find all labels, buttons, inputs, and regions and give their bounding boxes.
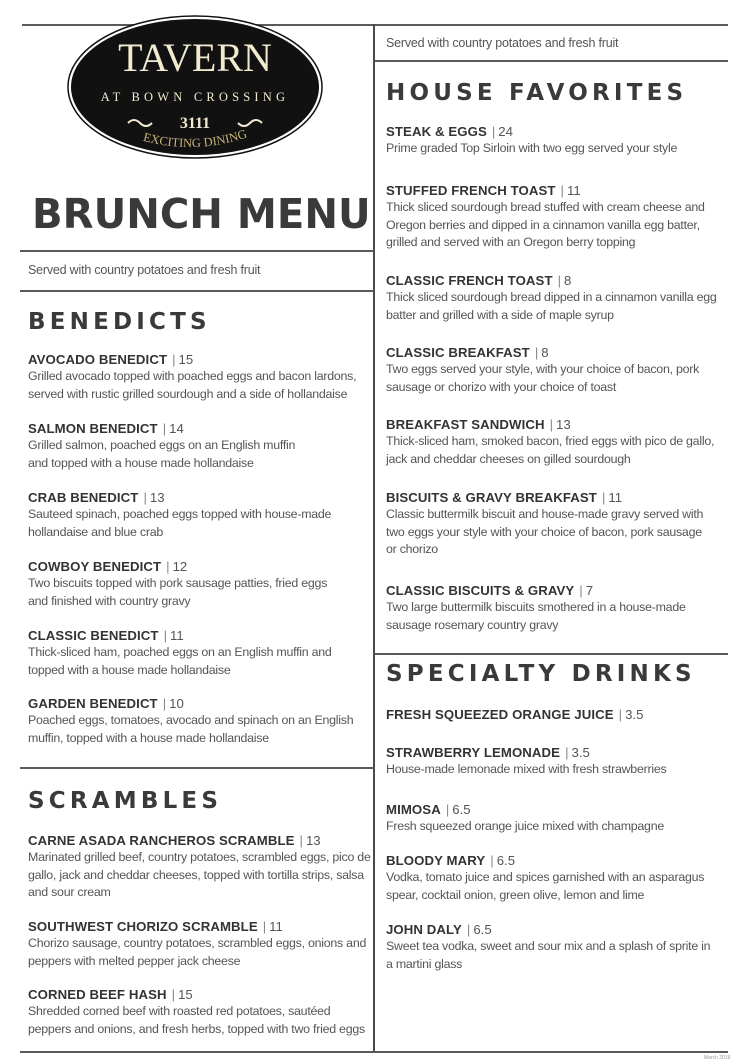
- menu-item-price: 13: [556, 417, 571, 432]
- menu-item: [28, 832, 373, 902]
- section-title-benedicts: BENEDICTS: [28, 309, 211, 335]
- menu-item-description-line: Sweet tea vodka, sweet and sour mix and a splash of sprite in: [386, 939, 711, 953]
- menu-item-name: BLOODY MARY: [386, 853, 486, 868]
- menu-item-price: 11: [269, 919, 283, 934]
- price-separator: |: [162, 421, 167, 436]
- right-favorites-end-rule: [375, 653, 728, 655]
- right-served-note: Served with country potatoes and fresh fruit: [386, 36, 619, 50]
- menu-item-description-line: sausage or chorizo with your choice of toast: [386, 379, 617, 394]
- menu-item-description-line: peppers with melted pepper jack cheese: [28, 953, 241, 968]
- menu-item-name: STRAWBERRY LEMONADE: [386, 745, 561, 760]
- menu-item: [386, 582, 731, 634]
- menu-item: [386, 852, 731, 904]
- price-separator: |: [172, 352, 176, 367]
- menu-item: [28, 986, 373, 1038]
- menu-item-description-line: hollandaise and blue crab: [28, 524, 163, 539]
- menu-item-header: [28, 489, 373, 506]
- left-served-rule: [20, 290, 374, 292]
- price-separator: |: [262, 919, 267, 934]
- menu-item-price: 11: [170, 628, 184, 643]
- menu-item-description-line: two eggs your style with your choice of bacon, pork sausage: [386, 524, 702, 539]
- menu-item-description-line: House-made lemonade mixed with fresh strawberries: [386, 762, 667, 776]
- menu-item-description-line: Thick-sliced ham, poached eggs on an English muffin and: [28, 645, 332, 659]
- price-separator: |: [557, 273, 562, 288]
- menu-item-header: [28, 832, 373, 849]
- price-separator: |: [163, 628, 167, 643]
- menu-item-description-line: spear, cocktail onion, green olive, lemon and lime: [386, 887, 645, 902]
- menu-item-description-line: Thick sliced sourdough bread dipped in a cinnamon vanilla egg: [386, 290, 717, 304]
- logo-name: TAVERN: [118, 35, 272, 80]
- section-title-scrambles: SCRAMBLES: [28, 788, 223, 814]
- menu-item-description-line: Marinated grilled beef, country potatoes, scrambled eggs, pico de: [28, 850, 371, 864]
- price-separator: |: [491, 124, 496, 139]
- menu-item-name: CLASSIC BENEDICT: [28, 628, 159, 643]
- menu-item-header: [386, 744, 731, 761]
- menu-item-description-line: Classic buttermilk biscuit and house-made gravy served with: [386, 507, 704, 521]
- menu-item: [386, 272, 731, 324]
- logo-number: 3111: [179, 115, 211, 132]
- section-title-specialty-drinks: SPECIALTY DRINKS: [386, 661, 696, 687]
- menu-item-description-line: Oregon berries and dipped in a cinnamon vanilla egg batter,: [386, 217, 700, 232]
- price-separator: |: [445, 802, 450, 817]
- column-divider: [373, 24, 375, 1053]
- menu-item: [386, 921, 731, 973]
- menu-item-price: 3.5: [625, 707, 644, 722]
- price-separator: |: [466, 922, 471, 937]
- menu-item-header: [28, 627, 373, 644]
- menu-item-description-line: Two large buttermilk biscuits smothered in a house-made: [386, 600, 686, 614]
- menu-item-header: [386, 123, 731, 140]
- menu-item-price: 6.5: [473, 922, 492, 937]
- menu-item-name: COWBOY BENEDICT: [28, 559, 162, 574]
- menu-item-price: 13: [305, 833, 321, 848]
- menu-item-header: [386, 852, 731, 869]
- menu-item-header: [28, 558, 373, 575]
- price-separator: |: [534, 345, 539, 360]
- menu-item-header: [386, 801, 731, 818]
- menu-item-description-line: batter and grilled with a side of maple syrup: [386, 307, 614, 322]
- menu-item-name: CARNE ASADA RANCHEROS SCRAMBLE: [28, 833, 295, 848]
- price-separator: |: [601, 490, 606, 505]
- menu-item-name: STEAK & EGGS: [386, 124, 487, 139]
- bottom-rule: [20, 1051, 728, 1053]
- price-separator: |: [565, 745, 569, 760]
- menu-item-price: 3.5: [571, 745, 590, 760]
- menu-item: [386, 344, 731, 396]
- menu-item: [386, 706, 731, 723]
- menu-item-header: [28, 986, 373, 1003]
- menu-item-header: [386, 416, 731, 433]
- menu-item: [386, 801, 731, 836]
- menu-item-description-line: Thick sliced sourdough bread stuffed with cream cheese and: [386, 200, 705, 214]
- menu-item-price: 13: [149, 490, 165, 505]
- menu-item-description-line: Two biscuits topped with pork sausage patties, fried eggs: [28, 576, 328, 590]
- menu-item-description-line: jack and cheddar cheeses on gilled sourdough: [386, 451, 631, 466]
- menu-item-price: 7: [585, 583, 594, 598]
- menu-item-description-line: Grilled salmon, poached eggs on an English muffin: [28, 438, 296, 452]
- menu-item-price: 24: [498, 124, 513, 139]
- menu-item-header: [28, 918, 373, 935]
- menu-item-description-line: Grilled avocado topped with poached eggs and bacon lardons,: [28, 369, 357, 383]
- menu-item: [386, 744, 731, 779]
- menu-item: [28, 351, 373, 403]
- left-served-note: Served with country potatoes and fresh fruit: [28, 263, 261, 277]
- menu-item: [386, 416, 731, 468]
- menu-item-header: [28, 351, 373, 368]
- menu-item: [28, 558, 373, 610]
- menu-item-price: 6.5: [452, 802, 471, 817]
- menu-item-price: 8: [564, 273, 572, 288]
- price-separator: |: [299, 833, 303, 848]
- menu-item-price: 6.5: [496, 853, 516, 868]
- left-title-rule: [20, 250, 374, 252]
- menu-item-description-line: a martini glass: [386, 956, 463, 971]
- menu-item-name: GARDEN BENEDICT: [28, 696, 158, 711]
- menu-item-price: 11: [566, 183, 581, 198]
- price-separator: |: [162, 696, 167, 711]
- price-separator: |: [579, 583, 583, 598]
- right-served-rule: [375, 60, 728, 62]
- menu-item-name: CORNED BEEF HASH: [28, 987, 167, 1002]
- menu-item-header: [386, 706, 731, 723]
- menu-item-description-line: Poached eggs, tomatoes, avocado and spinach on an English: [28, 713, 354, 727]
- menu-item: [28, 489, 373, 541]
- menu-item: [28, 918, 373, 970]
- menu-item-price: 15: [178, 987, 193, 1002]
- price-separator: |: [549, 417, 554, 432]
- menu-item-description-line: grilled and served with an Oregon berry topping: [386, 235, 636, 249]
- menu-item-description-line: or chorizo: [386, 542, 438, 556]
- menu-item-description-line: sausage rosemary country gravy: [386, 617, 559, 632]
- menu-item-name: CLASSIC BISCUITS & GRAVY: [386, 583, 575, 598]
- menu-item: [28, 695, 373, 747]
- logo-tagline: EXCITING DINING: [141, 126, 249, 151]
- section-title-house-favorites: HOUSE FAVORITES: [386, 80, 688, 106]
- menu-item-name: BISCUITS & GRAVY BREAKFAST: [386, 490, 597, 505]
- menu-item-price: 10: [169, 696, 184, 711]
- menu-item-name: STUFFED FRENCH TOAST: [386, 183, 556, 198]
- menu-item: [28, 420, 373, 472]
- menu-item-price: 8: [541, 345, 549, 360]
- menu-item-name: SALMON BENEDICT: [28, 421, 158, 436]
- menu-item-name: SOUTHWEST CHORIZO SCRAMBLE: [28, 919, 258, 934]
- menu-item-name: CLASSIC FRENCH TOAST: [386, 273, 553, 288]
- menu-item-description-line: and topped with a house made hollandaise: [28, 455, 254, 470]
- menu-item-description-line: Sauteed spinach, poached eggs topped with house-made: [28, 507, 332, 521]
- tavern-logo: [66, 14, 324, 160]
- menu-item-description-line: peppers and onions, and fresh herbs, topped with two fried eggs: [28, 1021, 365, 1036]
- left-benedicts-end-rule: [20, 767, 374, 769]
- menu-item: [386, 489, 731, 559]
- menu-item-description-line: Prime graded Top Sirloin with two egg served your style: [386, 141, 678, 155]
- menu-item-description-line: topped with a house made hollandaise: [28, 662, 231, 677]
- menu-item-description-line: muffin, topped with a house made hollandaise: [28, 730, 269, 745]
- price-separator: |: [171, 987, 176, 1002]
- menu-item-description-line: Thick-sliced ham, smoked bacon, fried eggs with pico de gallo,: [386, 434, 715, 448]
- footer-date: March 2019: [704, 1055, 731, 1061]
- price-separator: |: [166, 559, 170, 574]
- menu-item-name: AVOCADO BENEDICT: [28, 352, 168, 367]
- menu-item-name: JOHN DALY: [386, 922, 462, 937]
- menu-item-header: [386, 582, 731, 599]
- menu-item-description-line: Fresh squeezed orange juice mixed with champagne: [386, 819, 664, 833]
- menu-item-name: CRAB BENEDICT: [28, 490, 139, 505]
- menu-item-price: 11: [608, 490, 623, 505]
- menu-item-header: [28, 695, 373, 712]
- menu-item-header: [386, 272, 731, 289]
- menu-item-name: BREAKFAST SANDWICH: [386, 417, 545, 432]
- menu-item: [28, 627, 373, 679]
- menu-item-description-line: gallo, jack and cheddar cheeses, topped with tortilla strips, salsa: [28, 867, 364, 882]
- menu-item-price: 15: [178, 352, 194, 367]
- menu-item-description-line: Shredded corned beef with roasted red potatoes, sautéed: [28, 1004, 331, 1018]
- menu-item: [386, 123, 731, 158]
- menu-item-description-line: Vodka, tomato juice and spices garnished with an asparagus: [386, 870, 705, 884]
- menu-item: [386, 182, 731, 252]
- menu-item-description-line: served with rustic grilled sourdough and a side of hollandaise: [28, 386, 348, 401]
- menu-item-name: MIMOSA: [386, 802, 441, 817]
- menu-item-description-line: and finished with country gravy: [28, 593, 191, 608]
- menu-item-header: [386, 182, 731, 199]
- price-separator: |: [618, 707, 623, 722]
- menu-item-price: 14: [169, 421, 184, 436]
- menu-item-header: [28, 420, 373, 437]
- price-separator: |: [560, 183, 564, 198]
- price-separator: |: [490, 853, 494, 868]
- menu-item-description-line: Chorizo sausage, country potatoes, scrambled eggs, onions and: [28, 936, 367, 950]
- menu-item-description-line: and sour cream: [28, 885, 111, 899]
- menu-item-description-line: Two eggs served your style, with your choice of bacon, pork: [386, 362, 700, 376]
- menu-item-header: [386, 489, 731, 506]
- menu-item-price: 12: [172, 559, 188, 574]
- page-title: BRUNCH MENU: [32, 190, 371, 238]
- price-separator: |: [143, 490, 147, 505]
- menu-item-name: CLASSIC BREAKFAST: [386, 345, 530, 360]
- logo-subtitle: AT BOWN CROSSING: [100, 90, 290, 104]
- menu-item-name: FRESH SQUEEZED ORANGE JUICE: [386, 707, 614, 722]
- menu-item-header: [386, 921, 731, 938]
- menu-item-header: [386, 344, 731, 361]
